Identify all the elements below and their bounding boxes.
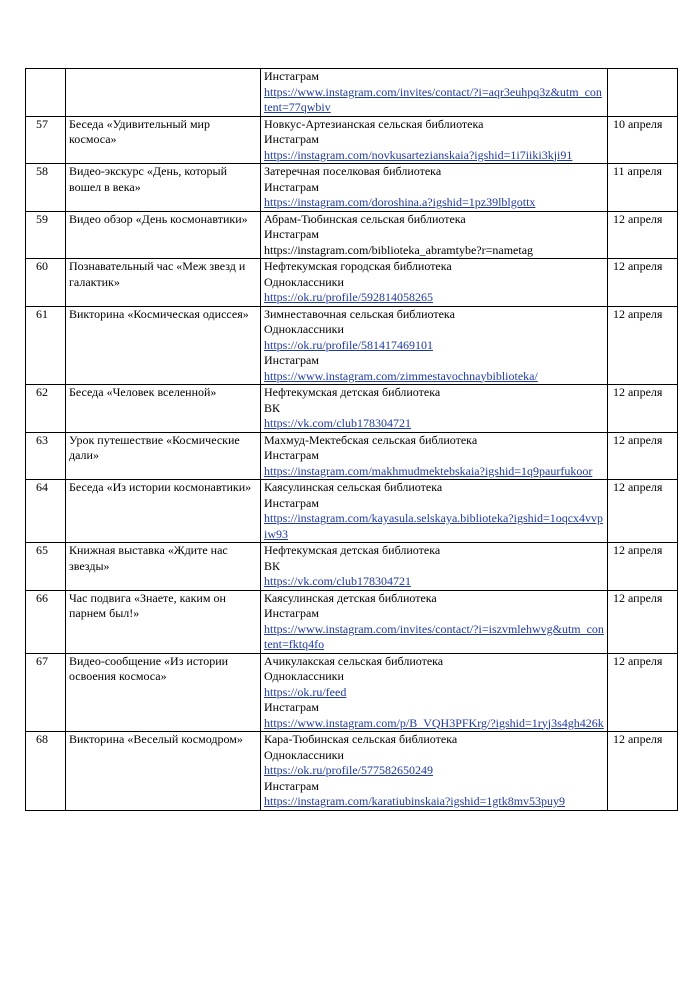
table-row <box>26 211 678 259</box>
row-number: 57 <box>26 116 66 164</box>
venue-cell <box>261 480 608 543</box>
platform-label: Инстаграм <box>264 700 319 714</box>
event-title: Урок путешествие «Космические дали» <box>66 432 261 480</box>
row-number <box>26 69 66 117</box>
table-row <box>26 653 678 732</box>
library-name: Каясулинская детская библиотека <box>264 590 437 605</box>
library-name: Нефтекумская детская библиотека <box>264 385 441 399</box>
library-name: Затеречная поселковая библиотека <box>264 164 442 178</box>
resource-link[interactable]: https://www.instagram.com/zimmestavochnaybiblioteka/ <box>264 368 538 383</box>
venue-cell <box>261 211 608 259</box>
event-title: Беседа «Человек вселенной» <box>66 385 261 433</box>
platform-label: Одноклассники <box>264 274 344 289</box>
venue-cell <box>261 653 608 732</box>
event-title: Викторина «Космическая одиссея» <box>66 306 261 385</box>
venue-cell <box>261 69 608 117</box>
venue-cell <box>261 732 608 811</box>
library-name: Кара-Тюбинская сельская библиотека <box>264 732 458 746</box>
event-date: 12 апреля <box>608 385 678 433</box>
row-number: 64 <box>26 480 66 543</box>
platform-label: Одноклассники <box>264 322 344 336</box>
resource-link[interactable]: https://instagram.com/kayasula.selskaya.biblioteka?igshid=1oqcx4vvpiw93 <box>264 511 604 541</box>
platform-label: Инстаграм <box>264 132 319 146</box>
platform-label: Инстаграм <box>264 69 319 83</box>
library-name: Нефтекумская городская библиотека <box>264 259 452 273</box>
event-date: 12 апреля <box>608 590 678 653</box>
row-number: 60 <box>26 259 66 307</box>
row-number: 58 <box>26 164 66 212</box>
event-title: Беседа «Удивительный мир космоса» <box>66 116 261 164</box>
table-row <box>26 732 678 811</box>
venue-cell <box>261 164 608 212</box>
library-name: Нефтекумская детская библиотека <box>264 543 441 557</box>
resource-link[interactable]: https://instagram.com/karatiubinskaia?igshid=1gtk8mv53puy9 <box>264 794 566 808</box>
library-name: Зимнеставочная сельская библиотека <box>264 306 455 321</box>
table-row <box>26 116 678 164</box>
library-name: Ачикулакская сельская библиотека <box>264 653 444 668</box>
library-name: Абрам-Тюбинская сельская библиотека <box>264 211 466 226</box>
row-number: 66 <box>26 590 66 653</box>
event-title <box>66 69 261 117</box>
event-title: Час подвига «Знаете, каким он парнем был!» <box>66 590 261 653</box>
table-row <box>26 543 678 591</box>
event-title: Книжная выставка «Ждите нас звезды» <box>66 543 261 591</box>
platform-label: Инстаграм <box>264 606 319 620</box>
event-date: 12 апреля <box>608 432 678 480</box>
event-title: Познавательный час «Меж звезд и галактик» <box>66 259 261 307</box>
table-row <box>26 432 678 480</box>
platform-label: Инстаграм <box>264 353 319 367</box>
platform-label: ВК <box>264 558 281 573</box>
venue-cell <box>261 306 608 385</box>
resource-link[interactable]: https://vk.com/club178304721 <box>264 574 411 588</box>
row-number: 61 <box>26 306 66 385</box>
platform-label: Одноклассники <box>264 747 344 762</box>
venue-cell <box>261 590 608 653</box>
resource-link[interactable]: https://ok.ru/profile/592814058265 <box>264 290 433 304</box>
platform-label: Инстаграм <box>264 495 319 510</box>
event-date <box>608 69 678 117</box>
resource-link[interactable]: https://ok.ru/profile/577582650249 <box>264 763 433 777</box>
row-number: 65 <box>26 543 66 591</box>
event-title: Беседа «Из истории космонавтики» <box>66 480 261 543</box>
table-row <box>26 69 678 117</box>
venue-cell <box>261 259 608 307</box>
events-table <box>25 68 678 811</box>
resource-url-text: https://instagram.com/biblioteka_abramtybe?r=nametag <box>264 242 534 257</box>
event-date: 10 апреля <box>608 116 678 164</box>
table-row <box>26 480 678 543</box>
platform-label: Одноклассники <box>264 669 344 683</box>
row-number: 68 <box>26 732 66 811</box>
event-date: 12 апреля <box>608 306 678 385</box>
table-row <box>26 306 678 385</box>
library-name: Новкус-Артезианская сельская библиотека <box>264 116 484 131</box>
resource-link[interactable]: https://ok.ru/profile/581417469101 <box>264 337 433 352</box>
table-row <box>26 385 678 433</box>
row-number: 59 <box>26 211 66 259</box>
platform-label: Инстаграм <box>264 448 319 462</box>
table-row <box>26 164 678 212</box>
table-row <box>26 590 678 653</box>
table-row <box>26 259 678 307</box>
event-date: 11 апреля <box>608 164 678 212</box>
event-date: 12 апреля <box>608 480 678 543</box>
event-title: Видео обзор «День космонавтики» <box>66 211 261 259</box>
resource-link[interactable]: https://www.instagram.com/invites/contact/?i=iszvmlehwvg&utm_content=fktq4fo <box>264 621 604 651</box>
event-title: Видео-экскурс «День, который вошел в века» <box>66 164 261 212</box>
venue-cell <box>261 432 608 480</box>
row-number: 62 <box>26 385 66 433</box>
platform-label: ВК <box>264 400 281 415</box>
events-table-body <box>26 69 678 811</box>
row-number: 67 <box>26 653 66 732</box>
event-title: Викторина «Веселый космодром» <box>66 732 261 811</box>
venue-cell <box>261 385 608 433</box>
event-date: 12 апреля <box>608 732 678 811</box>
platform-label: Инстаграм <box>264 227 319 241</box>
platform-label: Инстаграм <box>264 179 319 194</box>
venue-cell <box>261 543 608 591</box>
resource-link[interactable]: https://instagram.com/novkusartezianskaia?igshid=1i7iiki3kji91 <box>264 147 573 162</box>
resource-link[interactable]: https://instagram.com/doroshina.a?igshid=1pz39lblgottx <box>264 195 536 209</box>
resource-link[interactable]: https://instagram.com/makhmudmektebskaia?igshid=1q9paurfukoor <box>264 463 593 478</box>
event-date: 12 апреля <box>608 653 678 732</box>
event-date: 12 апреля <box>608 211 678 259</box>
resource-link[interactable]: https://ok.ru/feed <box>264 684 347 699</box>
venue-cell <box>261 116 608 164</box>
resource-link[interactable]: https://vk.com/club178304721 <box>264 416 411 430</box>
event-date: 12 апреля <box>608 543 678 591</box>
library-name: Махмуд-Мектебская сельская библиотека <box>264 432 478 447</box>
resource-link[interactable]: https://www.instagram.com/p/B_VQH3PFKrg/?igshid=1ryj3s4gh426k <box>264 715 604 730</box>
resource-link[interactable]: https://www.instagram.com/invites/contact/?i=aqr3euhpq3z&utm_content=77qwbiv <box>264 84 602 114</box>
row-number: 63 <box>26 432 66 480</box>
library-name: Каясулинская сельская библиотека <box>264 480 443 494</box>
event-date: 12 апреля <box>608 259 678 307</box>
platform-label: Инстаграм <box>264 778 319 793</box>
event-title: Видео-сообщение «Из истории освоения космоса» <box>66 653 261 732</box>
